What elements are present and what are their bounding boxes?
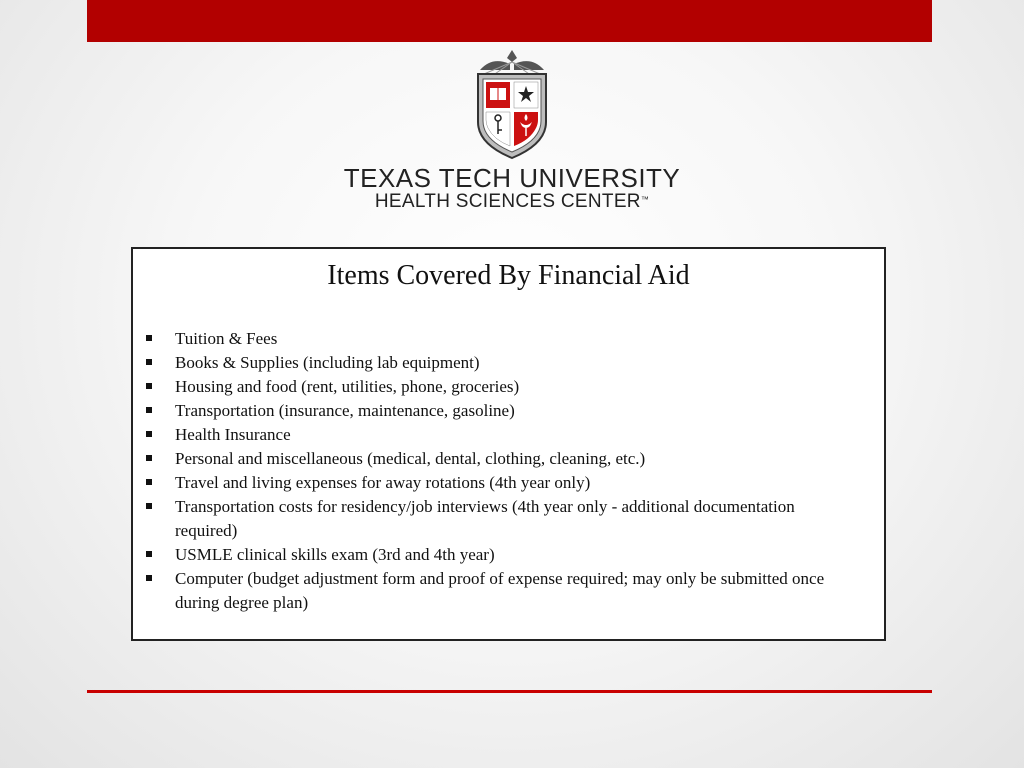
university-logo bbox=[0, 48, 1024, 212]
list-item bbox=[143, 471, 843, 495]
bullet-icon bbox=[146, 335, 152, 341]
list-item-text: Personal and miscellaneous (medical, dental, clothing, cleaning, etc.) bbox=[175, 449, 646, 468]
list-item bbox=[143, 447, 843, 471]
list-item bbox=[143, 351, 843, 375]
bullet-icon bbox=[146, 503, 152, 509]
list-item bbox=[143, 399, 843, 423]
bullet-icon bbox=[146, 431, 152, 437]
trademark-symbol: ™ bbox=[640, 195, 650, 204]
bullet-icon bbox=[146, 455, 152, 461]
list-item bbox=[143, 327, 843, 351]
list-item-text: USMLE clinical skills exam (3rd and 4th year) bbox=[175, 545, 495, 564]
box-title: Items Covered By Financial Aid bbox=[327, 260, 690, 291]
top-accent-bar bbox=[87, 0, 932, 42]
list-item-text: Computer (budget adjustment form and proof of expense required; may only be submitted once during degree plan) bbox=[175, 569, 825, 612]
bullet-icon bbox=[146, 407, 152, 413]
bullet-icon bbox=[146, 551, 152, 557]
list-item-text: Books & Supplies (including lab equipment) bbox=[175, 353, 480, 372]
bullet-icon bbox=[146, 479, 152, 485]
list-item bbox=[143, 567, 843, 615]
bullet-icon bbox=[146, 383, 152, 389]
list-item-text: Transportation (insurance, maintenance, gasoline) bbox=[175, 401, 515, 420]
list-item-text: Health Insurance bbox=[175, 425, 291, 444]
logo-center-name-text: HEALTH SCIENCES CENTER bbox=[374, 191, 641, 212]
list-item-text: Transportation costs for residency/job interviews (4th year only - additional documentation required) bbox=[175, 497, 795, 540]
list-item bbox=[143, 375, 843, 399]
covered-items-list bbox=[143, 327, 843, 615]
list-item-text: Housing and food (rent, utilities, phone, groceries) bbox=[175, 377, 520, 396]
bullet-icon bbox=[146, 575, 152, 581]
list-item bbox=[143, 543, 843, 567]
logo-university-name: TEXAS TECH UNIVERSITY bbox=[343, 163, 681, 193]
university-shield-icon bbox=[472, 48, 552, 160]
list-item-text: Tuition & Fees bbox=[175, 329, 278, 348]
bottom-divider bbox=[87, 690, 932, 693]
bullet-icon bbox=[146, 359, 152, 365]
financial-aid-box bbox=[131, 247, 886, 641]
list-item-text: Travel and living expenses for away rotations (4th year only) bbox=[175, 473, 591, 492]
list-item bbox=[143, 423, 843, 447]
list-item bbox=[143, 495, 843, 543]
logo-center-name bbox=[0, 192, 1024, 212]
